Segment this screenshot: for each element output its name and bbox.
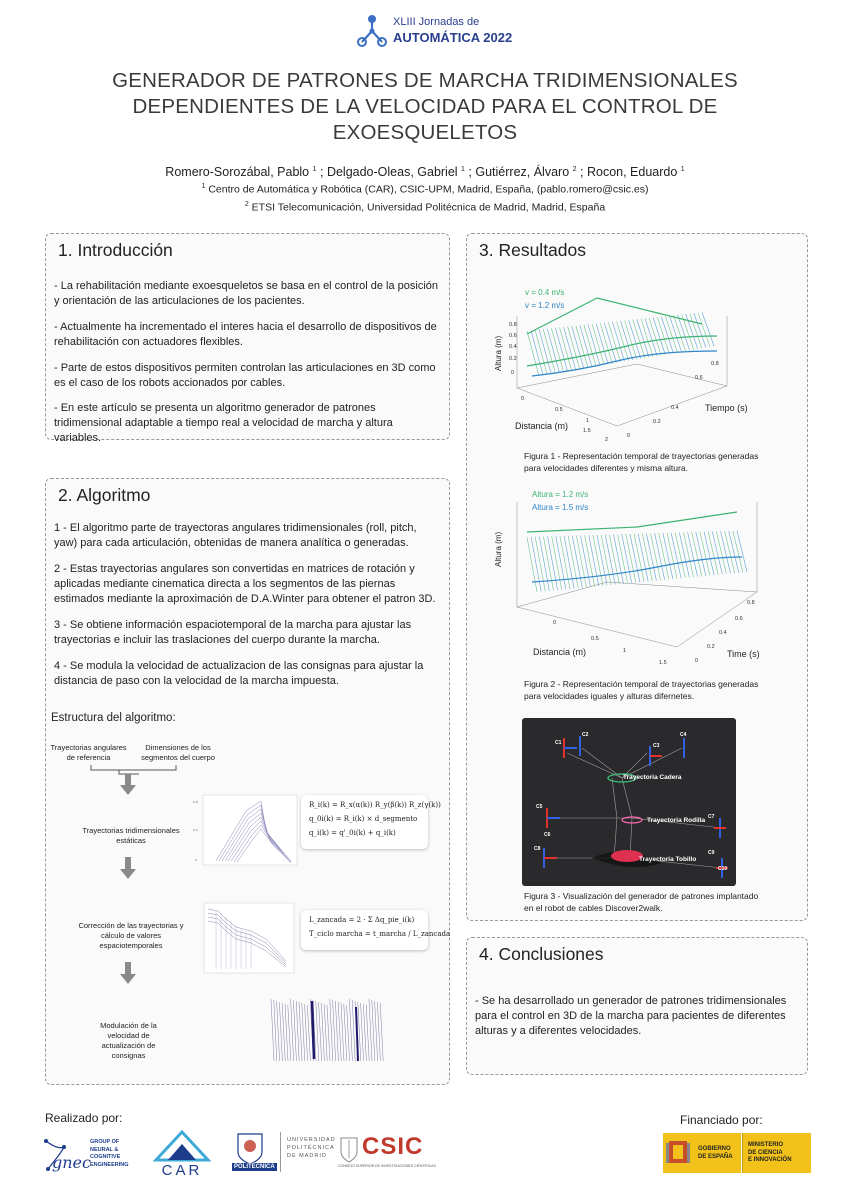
fig1-xtick: 0 (521, 396, 525, 402)
fig2-ytick: 0.2 (707, 644, 715, 650)
csic-emblem-icon (338, 1134, 360, 1164)
figure1-caption: Figura 1 - Representación temporal de trayectorias generadas para velocidades diferentes y misma altura. (524, 451, 759, 473)
trajectory-segment (679, 532, 689, 577)
author-name: Gutiérrez, Álvaro (475, 165, 570, 179)
trajectory-segment (609, 535, 619, 585)
fig1-ytick: 0 (627, 433, 631, 439)
fig2-xtick: 1.5 (659, 660, 667, 666)
trajectory-segment (667, 533, 677, 579)
cable-label: C8 (534, 846, 541, 852)
modulation-line (307, 1005, 310, 1061)
flow-step-modulation: Modulación de la velocidad de actualización de consignas (100, 1021, 157, 1060)
flow-input-angular: Trayectorias angulares de referencia (50, 743, 127, 762)
trajectory-segment (564, 536, 574, 589)
fig1-ztick: 0.2 (509, 356, 517, 362)
upm-text: UNIVERSIDAD POLITÉCNICA DE MADRID (287, 1137, 336, 1159)
cable-label: C2 (582, 732, 589, 738)
fig2-ytick: 0.4 (719, 630, 727, 636)
upm-shield-icon (232, 1132, 268, 1166)
corrected-trajectory-plot (196, 899, 296, 979)
conference-line1: XLIII Jornadas de (393, 16, 480, 28)
conclusions-section (466, 937, 808, 1075)
modulation-line (291, 999, 294, 1061)
modulation-line (361, 1003, 364, 1061)
modulation-line (344, 1004, 347, 1061)
algorithm-structure-title: Estructura del algoritmo: (51, 712, 176, 724)
fig2-xlabel: Distancia (m) (533, 647, 587, 657)
fig1-ytick: 0.2 (653, 419, 661, 425)
modulation-line (282, 1003, 285, 1061)
title-line1: GENERADOR DE PATRONES DE MARCHA TRIDIMENSIONALES (112, 69, 738, 92)
trajectory-segment (539, 537, 549, 591)
trajectory-segment (725, 531, 735, 573)
cable-label: C4 (680, 732, 687, 738)
intro-section (45, 233, 450, 444)
trajectory-segment (712, 531, 722, 574)
modulation-line (375, 1001, 378, 1061)
fig2-xtick: 1 (623, 648, 627, 654)
intro-paragraph: - Actualmente ha incrementado el interes hacia el desarrollo de dispositivos de rehabilitación con actuadores flexibles. (54, 321, 437, 348)
hip-trajectory-label: Trayectoria Cadera (623, 774, 682, 781)
conference-logo (355, 10, 513, 52)
conference-line2: AUTOMÁTICA 2022 (393, 30, 513, 45)
intro-paragraph: - En este artículo se presenta un algoritmo generador de patrones tridimensional adaptable a tiempo real a velocidad de marcha y altura variables. (54, 402, 393, 444)
modulation-line (324, 1004, 327, 1061)
trajectory-segment (531, 537, 541, 592)
fig1-legend-item: v = 1.2 m/s (525, 301, 565, 310)
modulation-line (333, 1000, 336, 1061)
algorithm-paragraph: 3 - Se obtiene información espaciotemporal de la marcha para ajustar las trayectorias e incluir las traslaciones del cuerpo durante la marcha. (54, 619, 412, 646)
modulation-line (347, 1005, 350, 1061)
trajectory-segment (581, 535, 591, 586)
static-trajectory-plot (191, 791, 301, 876)
modulation-line (279, 1002, 282, 1061)
title-line3: EXOESQUELETOS (332, 121, 518, 144)
gnec-logo (40, 1135, 135, 1180)
fig1-xlabel: Distancia (m) (515, 421, 569, 431)
trajectory-segment (638, 534, 648, 582)
fig2-legend-item: Altura = 1.5 m/s (532, 503, 589, 512)
algorithm-paragraph: 2 - Estas trayectorias angulares son convertidas en matrices de rotación y aplicadas mediante cinematica directa a los segmentos de las piernas estimados mediante la aproximación de D.A.Winter para obtener el patron 3D. (54, 563, 436, 605)
flow-step-correction: Corrección de las trayectorias y cálculo de valores espaciotemporales (78, 921, 184, 950)
knee-trajectory-label: Trayectoria Rodilla (647, 817, 706, 824)
trajectory-segment (634, 534, 644, 582)
fig1-ytick: 0.4 (671, 405, 679, 411)
trajectory-segment (560, 536, 570, 589)
trajectory-segment (568, 536, 578, 588)
algorithm-heading: 2. Algoritmo (58, 485, 151, 505)
fig1-ytick: 0.6 (695, 375, 703, 381)
car-logo (152, 1130, 212, 1180)
trajectory-segment (630, 534, 640, 582)
trajectory-segment (613, 534, 623, 583)
cable-label: C5 (536, 804, 543, 810)
trajectory-segment (721, 531, 731, 573)
trajectory-segment (651, 533, 661, 580)
trajectory-segment (618, 534, 628, 583)
modulation-line (274, 1000, 277, 1061)
figure3-caption: Figura 3 - Visualización del generador de patrones implantado en el robot de cables Discover2walk. (524, 891, 759, 913)
modulation-line (277, 1001, 280, 1061)
trajectory-segment (605, 535, 615, 585)
fig1-ztick: 0 (511, 370, 515, 376)
fig2-ytick: 0 (695, 658, 699, 664)
title-line2: DEPENDIENTES DE LA VELOCIDAD PARA EL CONTROL DE (132, 95, 718, 118)
ankle-trajectory-label: Trayectoria Tobillo (639, 856, 697, 863)
trajectory-segment (655, 533, 665, 580)
cable-label: C10 (718, 866, 728, 872)
results-heading: 3. Resultados (479, 240, 587, 260)
trajectory-segment (704, 532, 714, 575)
car-text: CAR (161, 1162, 203, 1179)
fig1-legend-item: v = 0.4 m/s (525, 288, 565, 297)
formula-rotation: R_i(k) = R_x(α(k)) R_y(β(k)) R_z(γ(k)) q_0i(k) = R_i(k) × d_segmento q_i(k) = q'_0i(k) + q_i(k) (301, 795, 428, 849)
trajectory-segment (572, 536, 582, 588)
csic-logo (338, 1132, 450, 1177)
upm-logo (232, 1132, 342, 1177)
figure3-robot-visualization (522, 718, 736, 886)
fig1-ytick: 0.8 (711, 361, 719, 367)
fig1-ztick: 0.8 (509, 322, 517, 328)
flow-arrow-down (120, 785, 136, 795)
csic-subtitle: CONSEJO SUPERIOR DE INVESTIGACIONES CIENTÍFICAS (338, 1164, 436, 1168)
trajectory-segment (729, 531, 739, 573)
modulation-line (366, 1005, 369, 1061)
modulation-line (302, 1003, 305, 1061)
trajectory-segment (597, 535, 607, 585)
gnec-text: GROUP OF NEURAL & COGNITIVE ENGINEERING (90, 1139, 129, 1168)
modulation-line (335, 1001, 338, 1061)
svg-text:0.8: 0.8 (193, 800, 198, 804)
cable-label: C9 (708, 850, 715, 856)
flow-step-static: Trayectorias tridimensionales estáticas (82, 826, 180, 845)
trajectory-segment (716, 531, 726, 574)
author-name: Romero-Sorozábal, Pablo (165, 165, 310, 179)
fig2-xtick: 0 (553, 620, 557, 626)
fig1-ztick: 0.6 (509, 333, 517, 339)
made-by-label: Realizado por: (45, 1111, 123, 1125)
modulation-line (352, 1000, 355, 1061)
car-logo-icon (152, 1130, 212, 1162)
intro-heading: 1. Introducción (58, 240, 173, 260)
conference-logo-icon (355, 14, 389, 48)
cable-label: C3 (653, 743, 660, 749)
gnec-mark: gnec (52, 1153, 91, 1172)
modulation-line (377, 1002, 380, 1061)
trajectory-segment (737, 531, 747, 572)
ministerio-text: MINISTERIO DE CIENCIA E INNOVACIÓN (742, 1133, 811, 1173)
modulation-line (327, 1005, 330, 1061)
trajectory-segment (692, 532, 702, 576)
trajectory-segment (688, 532, 698, 576)
cable-label: C6 (544, 832, 551, 838)
affiliation-2: $^2$ ETSI Telecomunicación, Universidad Politécnica de Madrid, Madrid, España (244, 201, 606, 214)
trajectory-segment (585, 535, 595, 586)
algorithm-paragraph: 4 - Se modula la velocidad de actualizacion de las consignas para ajustar la distancia de paso con la velocidad de la marcha impuesta. (54, 660, 424, 687)
trajectory-segment (671, 533, 681, 579)
funded-by-label: Financiado por: (680, 1113, 763, 1127)
trajectory-segment (675, 533, 685, 578)
modulation-line (341, 1003, 344, 1061)
modulation-line (299, 1002, 302, 1061)
author-name: Delgado-Oleas, Gabriel (326, 165, 458, 179)
modulation-line (330, 999, 333, 1061)
fig2-xtick: 0.5 (591, 636, 599, 642)
csic-mark: CSIC (362, 1133, 424, 1160)
trajectory-segment (593, 535, 603, 586)
modulation-line (285, 1004, 288, 1061)
author-name: Rocon, Eduardo (586, 165, 678, 179)
trajectory-segment (696, 532, 706, 576)
trajectory-segment (543, 537, 553, 591)
authors: Romero-Sorozábal, Pablo $^1$ ; Delgado-Oleas, Gabriel $^1$ ; Gutiérrez, Álvaro $^2$ ; Rocon, Eduardo $^1$ (165, 165, 685, 179)
formula-stride: L_zancada = 2 · Σ Δq_pie_i(k) T_ciclo marcha = t_marcha / L_zancada (301, 910, 428, 950)
modulation-line (372, 1000, 375, 1061)
trajectory-segment (548, 536, 558, 590)
trajectory-segment (576, 536, 586, 588)
modulation-line (293, 1000, 296, 1061)
trajectory-segment (626, 534, 636, 583)
gobierno-text: GOBIERNO DE ESPAÑA (693, 1133, 741, 1173)
modulation-line (321, 1003, 324, 1061)
fig2-ytick: 0.8 (747, 600, 755, 606)
figure1-chart (487, 276, 787, 446)
fig1-ylabel: Tiempo (s) (705, 403, 748, 413)
intro-paragraph: - Parte de estos dispositivos permiten controlan las articulaciones en 3D como es el caso de los robots accionados por cables. (54, 362, 436, 389)
modulation-line (363, 1004, 366, 1061)
trajectory-segment (552, 536, 562, 589)
fig1-xtick: 2 (605, 437, 609, 443)
fig2-ylabel: Time (s) (727, 649, 760, 659)
modulation-line (380, 1003, 383, 1061)
conclusions-text: - Se ha desarrollado un generador de patrones tridimensionales para el control en 3D de la marcha para pacientes de diferentes alturas y a diferentes velocidades. (475, 995, 787, 1037)
flow-input-dimensions: Dimensiones de los segmentos del cuerpo (141, 743, 215, 762)
modulation-line (319, 1002, 322, 1061)
intro-paragraph: - La rehabilitación mediante exoesqueletos se basa en el control de la posición y orientación de las articulaciones de los pacientes. (54, 280, 439, 307)
trajectory-segment (663, 533, 673, 579)
trajectory-segment (642, 534, 652, 581)
results-section (466, 233, 808, 921)
fig1-xtick: 1.5 (583, 428, 591, 434)
trajectory-segment (556, 536, 566, 589)
fig2-ytick: 0.6 (735, 616, 743, 622)
modulation-line (271, 999, 274, 1061)
poster-title (40, 68, 810, 146)
trajectory-segment (683, 532, 693, 577)
upm-badge: POLITÉCNICA (234, 1164, 275, 1170)
algorithm-section (45, 478, 450, 1085)
modulation-line (296, 1001, 299, 1061)
trajectory-segment (733, 531, 743, 573)
spain-coat-of-arms-icon (663, 1133, 693, 1173)
fig1-xtick: 1 (586, 418, 590, 424)
modulation-line (316, 1001, 319, 1061)
trajectory-segment (708, 532, 718, 575)
trajectory-segment (527, 537, 537, 592)
fig1-zlabel: Altura (m) (494, 335, 503, 371)
modulation-line (338, 1002, 341, 1061)
gobierno-logo (663, 1133, 811, 1173)
trajectory-segment (646, 533, 656, 580)
flow-arrow-down (120, 869, 136, 879)
trajectory-segment (700, 532, 710, 576)
affiliation-1: $^1$ Centro de Automática y Robótica (CAR), CSIC-UPM, Madrid, España, (pablo.romero@csic.es) (201, 183, 649, 196)
modulation-line (305, 1004, 308, 1061)
trajectory-segment (601, 535, 611, 585)
fig2-zlabel: Altura (m) (494, 531, 503, 567)
flow-arrow-down (120, 974, 136, 984)
svg-text:0: 0 (195, 858, 197, 862)
trajectory-segment (589, 535, 599, 586)
fig1-xtick: 0.5 (555, 407, 563, 413)
algorithm-paragraph: 1 - El algoritmo parte de trayectoras angulares tridimensionales (roll, pitch, yaw) para cada articulación, obtenidas de manera analítica o generadas. (54, 522, 417, 549)
trajectory-segment (622, 534, 632, 583)
svg-text:0.4: 0.4 (193, 828, 198, 832)
modulation-plot (256, 989, 386, 1069)
fig1-ztick: 0.4 (509, 344, 517, 350)
modulation-line (288, 1005, 291, 1061)
figure2-caption: Figura 2 - Representación temporal de trayectorias generadas para velocidades iguales y alturas difernetes. (524, 679, 759, 701)
cable-label: C7 (708, 814, 715, 820)
figure2-chart (487, 482, 787, 672)
modulation-line (369, 999, 372, 1061)
trajectory-segment (659, 533, 669, 579)
conclusions-heading: 4. Conclusiones (479, 944, 604, 964)
cable-label: C1 (555, 740, 562, 746)
modulation-line (349, 999, 352, 1061)
trajectory-segment (535, 537, 545, 591)
fig2-legend-item: Altura = 1.2 m/s (532, 490, 589, 499)
